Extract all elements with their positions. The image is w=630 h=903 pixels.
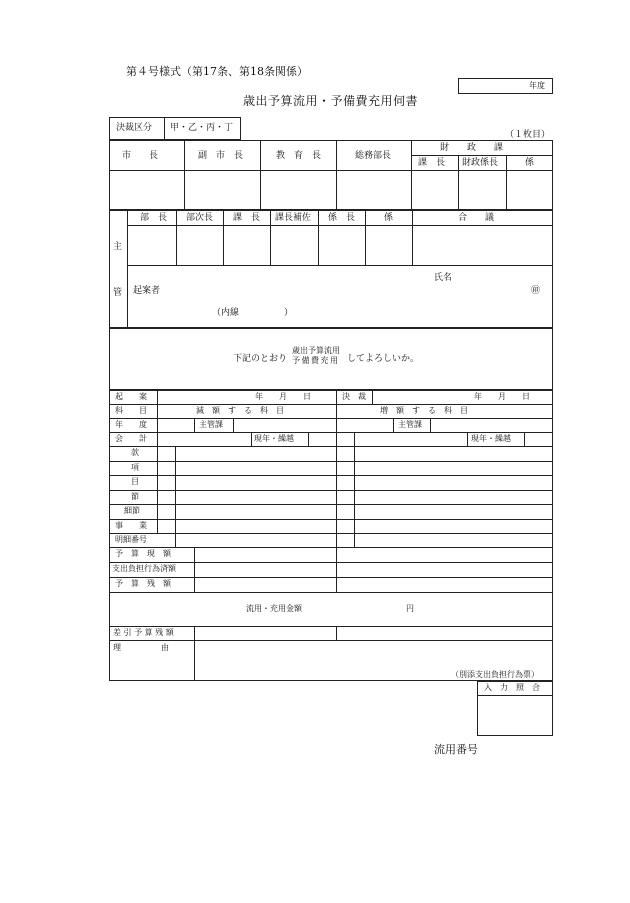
transfer-amount-label: 流用・充用金額	[246, 604, 302, 613]
draft-date[interactable]: 年 月 日	[255, 392, 311, 401]
budget-current-label: 予 算 現 額	[115, 549, 171, 558]
extension-label: （内線 ）	[212, 308, 294, 318]
form-title: 歳出予算流用・予備費充用伺書	[243, 94, 419, 108]
request-suffix: してよろしいか。	[347, 354, 420, 364]
general-affairs-label: 総務部長	[355, 151, 392, 161]
drafter-label: 起案者	[133, 286, 161, 296]
row-setsu: 節	[131, 492, 139, 501]
fiscal-year-label: 年 度	[115, 420, 147, 429]
fin-staff-label: 係	[525, 158, 535, 168]
form-code: 第４号様式（第17条、第18条関係）	[126, 65, 308, 78]
main-section-label-right: 主管課	[398, 420, 422, 429]
current-carry-right[interactable]: 現年・繰越	[471, 434, 511, 443]
row-kan: 款	[131, 448, 139, 457]
accounting-label: 会 計	[115, 434, 147, 443]
sub-chief-label: 係 長	[328, 213, 356, 223]
yen-label: 円	[406, 604, 414, 613]
draft-label: 起 案	[115, 392, 147, 401]
year-label: 年度	[529, 81, 545, 90]
seal-mark: ㊞	[531, 286, 541, 296]
expense-committed-label: 支出負担行為済額	[112, 564, 176, 573]
row-kou: 項	[131, 463, 139, 472]
fin-chief-label: 課 長	[418, 158, 446, 168]
fin-sub-chief-label: 財政係長	[462, 158, 499, 168]
transfer-number-label: 流用番号	[434, 743, 478, 756]
kessai-value[interactable]: 甲・乙・丙・丁	[170, 123, 234, 133]
dept-head-label: 部 長	[140, 213, 168, 223]
row-project: 事 業	[115, 521, 147, 530]
increase-subject-label: 増 額 す る 科 目	[380, 406, 468, 415]
finance-label: 財 政 課	[440, 143, 504, 153]
staff-label: 係	[384, 213, 394, 223]
main-section-label-left: 主管課	[199, 420, 223, 429]
sheet-count: （１枚目）	[505, 130, 551, 140]
input-check-label: 入 力 照 合	[484, 683, 540, 692]
budget-remaining-label: 予 算 残 額	[115, 579, 171, 588]
decrease-subject-label: 減 額 す る 科 目	[196, 406, 284, 415]
row-moku: 目	[131, 477, 139, 486]
assistant-chief-label: 課長補佐	[275, 213, 312, 223]
current-carry-left[interactable]: 現年・繰越	[254, 434, 294, 443]
name-label: 氏名	[434, 273, 453, 283]
decision-date[interactable]: 年 月 日	[474, 392, 530, 401]
request-prefix: 下記のとおり	[233, 354, 288, 364]
request-option-transfer[interactable]: 歳出予算流用	[292, 346, 340, 355]
education-label: 教 育 長	[276, 151, 322, 161]
kessai-label: 決裁区分	[116, 123, 153, 133]
row-saisetsu: 細節	[124, 506, 140, 515]
request-option-reserve[interactable]: 予備費充用	[292, 356, 340, 365]
main-side-2: 管	[113, 288, 123, 298]
decision-label: 決 裁	[342, 392, 366, 401]
reason-label: 理 由	[113, 643, 169, 652]
net-remaining-label: 差 引 予 算 残 額	[113, 628, 174, 637]
main-side-1: 主	[113, 242, 123, 252]
subject-label: 科 目	[115, 406, 147, 415]
mayor-label: 市 長	[122, 151, 159, 161]
section-chief-label: 課 長	[233, 213, 261, 223]
request-options[interactable]	[292, 346, 340, 366]
dept-deputy-label: 部次長	[186, 213, 214, 223]
row-detail-number: 明細番号	[115, 535, 147, 544]
vice-mayor-label: 副 市 長	[198, 151, 244, 161]
attachment-note: （別添支出負担行為票）	[451, 670, 539, 679]
consult-label: 合 議	[458, 213, 495, 223]
